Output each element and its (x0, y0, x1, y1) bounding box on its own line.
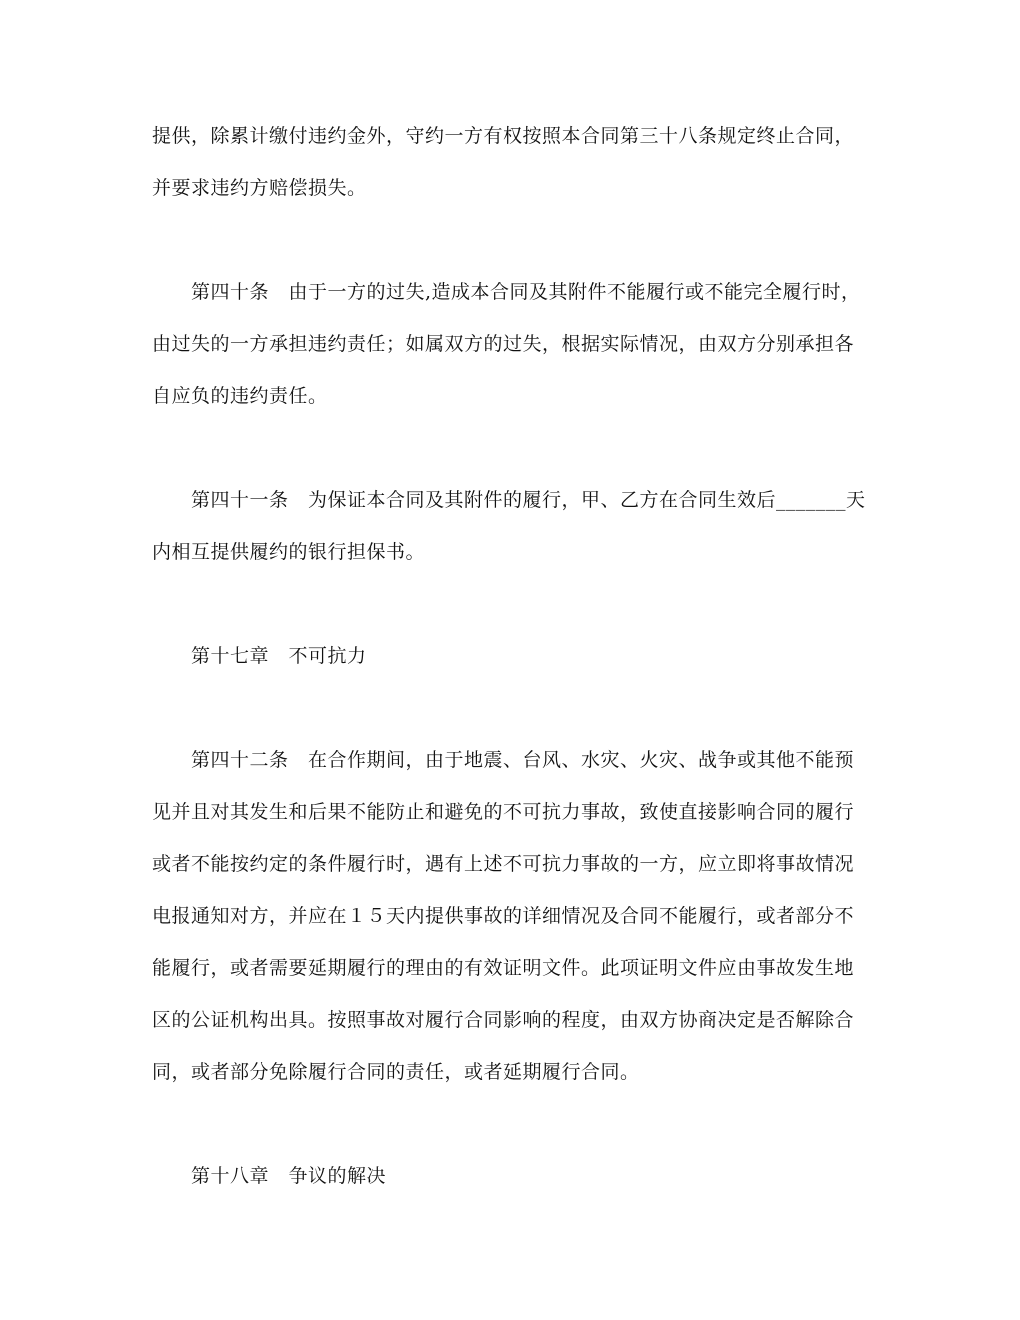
text-line: 第四十二条 在合作期间，由于地震、台风、水灾、火灾、战争或其他不能预 (191, 749, 855, 771)
chapter-18-heading (152, 1156, 892, 1208)
text-line: 或者不能按约定的条件履行时，遇有上述不可抗力事故的一方，应立即将事故情况 (152, 853, 855, 875)
text-line: 区的公证机构出具。按照事故对履行合同影响的程度，由双方协商决定是否解除合 (152, 1009, 855, 1031)
paragraph-gap (152, 220, 892, 272)
document-body (152, 116, 892, 1208)
text-line: 自应负的违约责任。 (152, 385, 328, 407)
text-line: 由过失的一方承担违约责任；如属双方的过失，根据实际情况，由双方分别承担各 (152, 333, 855, 355)
paragraph-gap (152, 688, 892, 740)
text-line: 内相互提供履约的银行担保书。 (152, 541, 426, 563)
text-line: 同，或者部分免除履行合同的责任，或者延期履行合同。 (152, 1061, 640, 1083)
text-line: 提供，除累计缴付违约金外，守约一方有权按照本合同第三十八条规定终止合同， (152, 125, 855, 147)
text-line: 第四十一条 为保证本合同及其附件的履行，甲、乙方在合同生效后_______天 (191, 489, 866, 511)
article-39-continuation (152, 116, 892, 220)
text-line: 见并且对其发生和后果不能防止和避免的不可抗力事故，致使直接影响合同的履行 (152, 801, 855, 823)
chapter-heading: 第十七章 不可抗力 (191, 645, 367, 667)
chapter-17-heading (152, 636, 892, 688)
paragraph-gap (152, 1104, 892, 1156)
article-40 (152, 272, 892, 428)
chapter-heading: 第十八章 争议的解决 (191, 1165, 387, 1187)
text-line: 第四十条 由于一方的过失,造成本合同及其附件不能履行或不能完全履行时， (191, 281, 861, 303)
text-line: 能履行，或者需要延期履行的理由的有效证明文件。此项证明文件应由事故发生地 (152, 957, 855, 979)
paragraph-gap (152, 428, 892, 480)
article-41 (152, 480, 892, 584)
text-line: 电报通知对方，并应在１５天内提供事故的详细情况及合同不能履行，或者部分不 (152, 905, 855, 927)
article-42 (152, 740, 892, 1104)
text-line: 并要求违约方赔偿损失。 (152, 177, 367, 199)
paragraph-gap (152, 584, 892, 636)
